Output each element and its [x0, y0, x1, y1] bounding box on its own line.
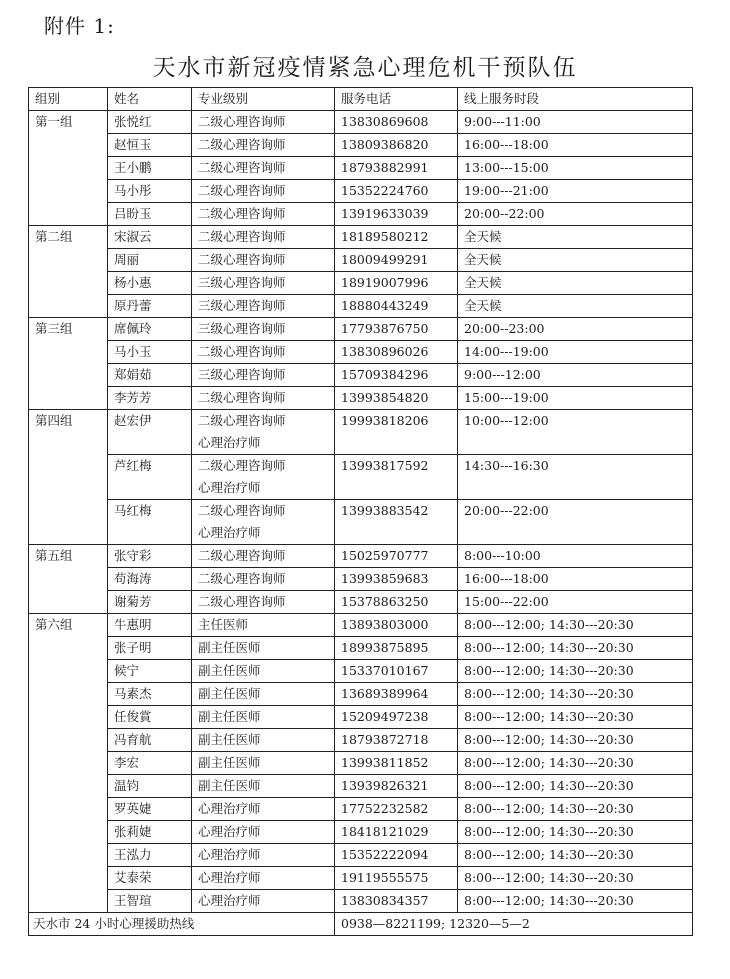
table-row	[29, 341, 693, 364]
member-phone: 15352222094	[335, 844, 458, 867]
table-row	[29, 844, 693, 867]
group-cell	[29, 364, 108, 387]
member-level: 副主任医师	[192, 660, 335, 683]
member-name: 原丹蕾	[108, 295, 192, 318]
table-body	[29, 111, 693, 913]
group-cell	[29, 249, 108, 272]
member-name: 芦红梅	[108, 455, 192, 500]
member-name: 王小鹏	[108, 157, 192, 180]
member-hours: 全天候	[458, 295, 693, 318]
group-cell	[29, 455, 108, 500]
member-phone: 13830896026	[335, 341, 458, 364]
member-phone: 18793882991	[335, 157, 458, 180]
group-cell: 第四组	[29, 410, 108, 455]
table-row	[29, 364, 693, 387]
member-level: 二级心理咨询师	[192, 591, 335, 614]
table-header-row	[29, 88, 693, 111]
member-phone: 13993854820	[335, 387, 458, 410]
member-phone: 13919633039	[335, 203, 458, 226]
hotline-row	[29, 913, 693, 936]
member-name: 张子明	[108, 637, 192, 660]
member-hours: 8:00---12:00; 14:30---20:30	[458, 821, 693, 844]
member-hours: 10:00---12:00	[458, 410, 693, 455]
member-phone: 18189580212	[335, 226, 458, 249]
member-phone: 18993875895	[335, 637, 458, 660]
member-hours: 14:30---16:30	[458, 455, 693, 500]
member-hours: 8:00---12:00; 14:30---20:30	[458, 729, 693, 752]
group-cell	[29, 660, 108, 683]
member-level: 二级心理咨询师	[192, 249, 335, 272]
table-row	[29, 867, 693, 890]
member-phone: 13939826321	[335, 775, 458, 798]
member-hours: 16:00---18:00	[458, 568, 693, 591]
member-name: 罗英婕	[108, 798, 192, 821]
member-name: 王智瑄	[108, 890, 192, 913]
table-row	[29, 660, 693, 683]
member-name: 马素杰	[108, 683, 192, 706]
member-level-line: 二级心理咨询师	[198, 458, 286, 473]
member-name: 张悦红	[108, 111, 192, 134]
member-phone: 15352224760	[335, 180, 458, 203]
member-level: 二级心理咨询师	[192, 157, 335, 180]
table-row	[29, 180, 693, 203]
group-cell: 第三组	[29, 318, 108, 341]
member-hours: 15:00---19:00	[458, 387, 693, 410]
group-cell	[29, 568, 108, 591]
table-row	[29, 226, 693, 249]
member-phone: 13809386820	[335, 134, 458, 157]
member-level: 二级心理咨询师	[192, 180, 335, 203]
group-cell	[29, 272, 108, 295]
table-row	[29, 500, 693, 545]
member-phone: 19993818206	[335, 410, 458, 455]
member-level: 心理治疗师	[192, 844, 335, 867]
member-phone: 18919007996	[335, 272, 458, 295]
table-row	[29, 752, 693, 775]
table-row	[29, 591, 693, 614]
group-cell	[29, 591, 108, 614]
table-row	[29, 706, 693, 729]
group-cell	[29, 752, 108, 775]
member-level: 副主任医师	[192, 729, 335, 752]
member-name: 候宁	[108, 660, 192, 683]
member-name: 王泓力	[108, 844, 192, 867]
table-row	[29, 318, 693, 341]
table-row	[29, 637, 693, 660]
table-row	[29, 203, 693, 226]
member-level: 心理治疗师	[192, 867, 335, 890]
column-header-group: 组别	[29, 88, 108, 111]
member-hours: 8:00---12:00; 14:30---20:30	[458, 637, 693, 660]
group-cell: 第一组	[29, 111, 108, 134]
group-cell	[29, 203, 108, 226]
member-phone: 13993859683	[335, 568, 458, 591]
member-level: 二级心理咨询师	[192, 203, 335, 226]
member-level: 心理治疗师	[192, 821, 335, 844]
member-name: 张莉婕	[108, 821, 192, 844]
member-level: 副主任医师	[192, 706, 335, 729]
member-level	[192, 410, 335, 455]
hotline-label: 天水市 24 小时心理援助热线	[29, 913, 335, 936]
member-phone: 15025970777	[335, 545, 458, 568]
table-row	[29, 455, 693, 500]
member-name: 周丽	[108, 249, 192, 272]
member-hours: 8:00---12:00; 14:30---20:30	[458, 775, 693, 798]
table-row	[29, 798, 693, 821]
group-cell: 第五组	[29, 545, 108, 568]
member-level: 三级心理咨询师	[192, 364, 335, 387]
member-phone: 18418121029	[335, 821, 458, 844]
member-level: 副主任医师	[192, 637, 335, 660]
group-cell	[29, 821, 108, 844]
column-header-phone: 服务电话	[335, 88, 458, 111]
group-cell	[29, 637, 108, 660]
table-row	[29, 821, 693, 844]
group-cell	[29, 134, 108, 157]
group-cell	[29, 867, 108, 890]
group-cell	[29, 387, 108, 410]
member-hours: 8:00---12:00; 14:30---20:30	[458, 798, 693, 821]
member-phone: 13689389964	[335, 683, 458, 706]
member-name: 杨小惠	[108, 272, 192, 295]
member-level: 心理治疗师	[192, 798, 335, 821]
member-name: 冯育航	[108, 729, 192, 752]
member-level: 二级心理咨询师	[192, 111, 335, 134]
member-level: 二级心理咨询师	[192, 387, 335, 410]
member-hours: 16:00---18:00	[458, 134, 693, 157]
group-cell	[29, 500, 108, 545]
table-row	[29, 134, 693, 157]
table-row	[29, 568, 693, 591]
member-name: 牛惠明	[108, 614, 192, 637]
member-phone: 13993817592	[335, 455, 458, 500]
member-hours: 全天候	[458, 249, 693, 272]
member-level-line: 二级心理咨询师	[198, 503, 286, 518]
group-cell	[29, 798, 108, 821]
member-hours: 15:00---22:00	[458, 591, 693, 614]
table-row	[29, 614, 693, 637]
member-level: 二级心理咨询师	[192, 341, 335, 364]
member-level: 三级心理咨询师	[192, 295, 335, 318]
member-hours: 20:00--22:00	[458, 203, 693, 226]
member-hours: 8:00---12:00; 14:30---20:30	[458, 867, 693, 890]
table-row	[29, 111, 693, 134]
member-hours: 9:00---12:00	[458, 364, 693, 387]
member-level-line: 心理治疗师	[198, 435, 261, 450]
group-cell	[29, 844, 108, 867]
member-hours: 8:00---12:00; 14:30---20:30	[458, 890, 693, 913]
member-phone: 19119555575	[335, 867, 458, 890]
member-level: 副主任医师	[192, 752, 335, 775]
table-row	[29, 157, 693, 180]
member-level: 二级心理咨询师	[192, 568, 335, 591]
column-header-hours: 线上服务时段	[458, 88, 693, 111]
group-cell	[29, 180, 108, 203]
member-name: 任俊賞	[108, 706, 192, 729]
group-cell	[29, 775, 108, 798]
member-hours: 全天候	[458, 272, 693, 295]
member-name: 艾泰荣	[108, 867, 192, 890]
member-phone: 17793876750	[335, 318, 458, 341]
member-hours: 8:00---12:00; 14:30---20:30	[458, 660, 693, 683]
member-name: 苟海涛	[108, 568, 192, 591]
team-table	[28, 87, 693, 936]
member-phone: 15337010167	[335, 660, 458, 683]
member-hours: 20:00---22:00	[458, 500, 693, 545]
member-level: 副主任医师	[192, 683, 335, 706]
member-name: 席佩玲	[108, 318, 192, 341]
group-cell	[29, 341, 108, 364]
member-phone: 15209497238	[335, 706, 458, 729]
member-hours: 8:00---12:00; 14:30---20:30	[458, 844, 693, 867]
member-level-line: 心理治疗师	[198, 480, 261, 495]
member-phone: 13893803000	[335, 614, 458, 637]
member-name: 张守彩	[108, 545, 192, 568]
member-level: 主任医师	[192, 614, 335, 637]
member-phone: 13993883542	[335, 500, 458, 545]
document-title: 天水市新冠疫情紧急心理危机干预队伍	[152, 55, 578, 81]
member-name: 吕盼玉	[108, 203, 192, 226]
member-level: 心理治疗师	[192, 890, 335, 913]
member-phone: 18009499291	[335, 249, 458, 272]
group-cell: 第二组	[29, 226, 108, 249]
table-row	[29, 272, 693, 295]
member-name: 马小彤	[108, 180, 192, 203]
group-cell	[29, 729, 108, 752]
member-phone: 15378863250	[335, 591, 458, 614]
member-name: 温钧	[108, 775, 192, 798]
table-row	[29, 545, 693, 568]
member-name: 宋淑云	[108, 226, 192, 249]
member-level: 三级心理咨询师	[192, 318, 335, 341]
member-level-line: 二级心理咨询师	[198, 413, 286, 428]
group-cell	[29, 683, 108, 706]
table-row	[29, 249, 693, 272]
member-phone: 18880443249	[335, 295, 458, 318]
member-hours: 20:00--23:00	[458, 318, 693, 341]
member-hours: 8:00---12:00; 14:30---20:30	[458, 614, 693, 637]
group-cell	[29, 890, 108, 913]
member-hours: 全天候	[458, 226, 693, 249]
member-name: 马小玉	[108, 341, 192, 364]
member-name: 赵恒玉	[108, 134, 192, 157]
member-hours: 9:00---11:00	[458, 111, 693, 134]
member-name: 郑娟茹	[108, 364, 192, 387]
attachment-label: 附件 1:	[44, 14, 115, 38]
member-name: 马红梅	[108, 500, 192, 545]
table-row	[29, 729, 693, 752]
table-row	[29, 683, 693, 706]
table-row	[29, 387, 693, 410]
member-level: 三级心理咨询师	[192, 272, 335, 295]
member-phone: 13830834357	[335, 890, 458, 913]
member-level: 二级心理咨询师	[192, 226, 335, 249]
table-row	[29, 410, 693, 455]
member-name: 李宏	[108, 752, 192, 775]
member-level	[192, 455, 335, 500]
member-phone: 18793872718	[335, 729, 458, 752]
member-phone: 13830869608	[335, 111, 458, 134]
member-level: 二级心理咨询师	[192, 134, 335, 157]
group-cell	[29, 295, 108, 318]
member-phone: 15709384296	[335, 364, 458, 387]
member-name: 赵宏伊	[108, 410, 192, 455]
group-cell	[29, 157, 108, 180]
hotline-value: 0938—8221199; 12320—5—2	[335, 913, 693, 936]
member-hours: 14:00---19:00	[458, 341, 693, 364]
member-hours: 8:00---12:00; 14:30---20:30	[458, 752, 693, 775]
table-row	[29, 775, 693, 798]
member-hours: 8:00---12:00; 14:30---20:30	[458, 706, 693, 729]
column-header-name: 姓名	[108, 88, 192, 111]
group-cell: 第六组	[29, 614, 108, 637]
member-hours: 19:00---21:00	[458, 180, 693, 203]
member-level	[192, 500, 335, 545]
member-hours: 8:00---12:00; 14:30---20:30	[458, 683, 693, 706]
group-cell	[29, 706, 108, 729]
member-hours: 8:00---10:00	[458, 545, 693, 568]
member-phone: 13993811852	[335, 752, 458, 775]
member-name: 李芳芳	[108, 387, 192, 410]
member-level: 副主任医师	[192, 775, 335, 798]
member-phone: 17752232582	[335, 798, 458, 821]
member-name: 谢菊芳	[108, 591, 192, 614]
member-level: 二级心理咨询师	[192, 545, 335, 568]
member-hours: 13:00---15:00	[458, 157, 693, 180]
column-header-level: 专业级别	[192, 88, 335, 111]
table-row	[29, 295, 693, 318]
table-row	[29, 890, 693, 913]
member-level-line: 心理治疗师	[198, 525, 261, 540]
